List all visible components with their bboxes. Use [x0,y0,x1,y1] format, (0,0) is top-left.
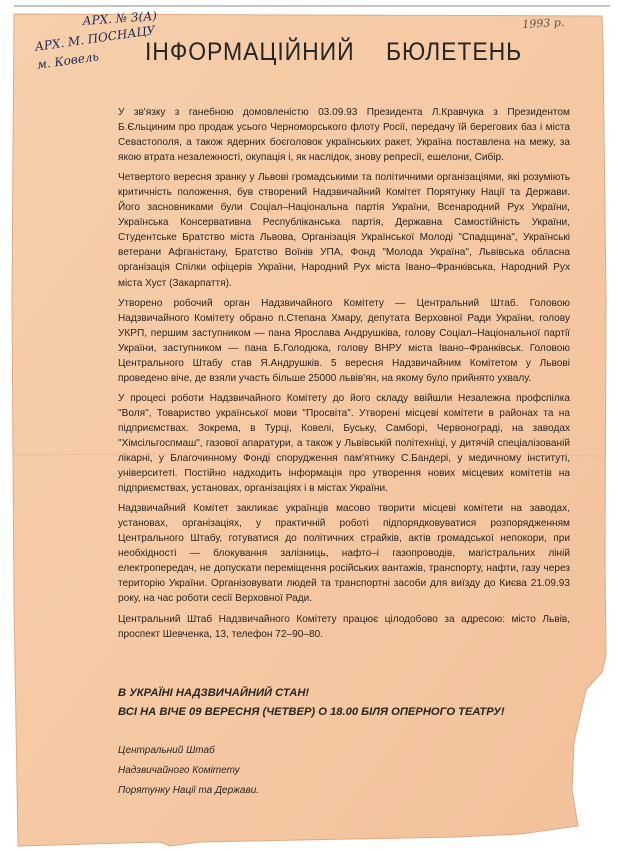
title-word-2: БЮЛЕТЕНЬ [386,38,523,66]
handwritten-archive-ref: АРХ. № 3(А) [82,8,158,28]
signature-block [118,741,259,801]
paragraph: Надзвичайний Комітет закликає українців масово творити місцеві комітети на заводах, установах, організаціях, у практичній роботі підпорядковуватися розпорядженням Центрального Штабу, готуватися до політичних страйків, актів громадської непокори, при необхідності — блокування залізниць, нафто–і газопроводів, магістральних ліній електропередач, не допускати переміщення російських вантажів, транспорту, нафти, газу через територію України. Організовувати людей та транспортні засоби для виїзду до Києва 21.09.93 року, на час роботи сесії Верховної Ради. [118,503,570,605]
call-line-emergency: В УКРАЇНІ НАДЗВИЧАЙНИЙ СТАН! [118,687,310,699]
signature-line: Надзвичайного Комітету [118,765,240,776]
bulletin-body [118,105,570,647]
signature-line: Порятунку Нації та Держави. [118,785,260,796]
handwritten-archive-city: м. Ковель [36,49,100,72]
paragraph: Центральний Штаб Надзвичайного Комітету працює цілодобово за адресою: місто Львів, проспект Шевченка, 13, телефон 72–90–80. [118,613,570,640]
paragraph: Утворено робочий орган Надзвичайного Комітету — Центральний Штаб. Головою Надзвичайного Комітету обрано п.Степана Хмару, депутата Верховної Ради України, голову УКРП, першим заступником — пана Ярослава Андрушківа, голову Соціал–Національної партії України, заступником — пана Б.Голодюка, голову ВНРУ міста Івано–Франківськ. Головою Центрального Штабу став Я.Андрушків. 5 вересня Надзвичайним Комітетом у Львові проведено віче, де взяли участь більше 25000 львів'ян, на якому було прийнято ухвалу. [118,297,570,384]
signature-line: Центральний Штаб [118,745,215,756]
paragraph: У процесі роботи Надзвичайного Комітету до його складу ввійшли Незалежна профспілка "Воля", Товариство української мови "Просвіта". Утворені місцеві комітети в районах та на підприємствах. Зокрема, в Турці, Ковелі, Буську, Самборі, Червонограді, на заводах "Хімсільгоспмаш", газової апаратури, а також у Львівській політехніці, у дитячій спеціалізованій лікарні, у Благочинному Фонді спорудження пам'ятнику С.Бандері, у медичному інституті, університеті. Постійно надходить інформація про утворення нових місцевих комітетів на підприємствах, установах, організаціях і в містах України. [118,392,570,495]
document-title [145,38,522,67]
title-word-1: ІНФОРМАЦІЙНИЙ [145,38,355,66]
paragraph: У зв'язку з ганебною домовленістю 03.09.93 Президента Л.Кравчука з Президентом Б.Єльциним про продаж усього Черноморського флоту Росії, передачу їй берегових баз і міста Севастополя, а також ядерних боєголовок українських ракет, Україна поставлена на межу, за якою втрата незалежності, окупація і, як наслідок, знову репресії, ешелони, Сибір. [118,107,570,164]
handwritten-archive-source: АРХ. М. ПОСНАЦУ [34,23,157,54]
paragraph: Четвертого вересня зранку у Львові громадськими та політичними організаціями, які розуміють критичність положення, був створений Надзвичайний Комітет Порятунку Нації та Держави. Його засновниками були Соціал–Національна партія України, Всенародний Рух України, Українська Консервативна Республіканська партія, Державна Самостійність України, Студентське Братство міста Львова, Організація Української Молоді "Спадщина", Українські ветерани Афганістану, Братство Воїнів УПА, Фонд "Молода Україна", Львівська обласна організація Спілки офіцерів України, Народний Рух міста Івано–Франківська, Народний Рух міста Хуст (Закарпаття). [118,172,570,289]
call-line-rally: ВСІ НА ВІЧЕ 09 ВЕРЕСНЯ (ЧЕТВЕР) О 18.00 БІЛЯ ОПЕРНОГО ТЕАТРУ! [118,706,505,718]
handwritten-year: 1993 р. [522,15,565,31]
call-to-action [118,685,570,723]
